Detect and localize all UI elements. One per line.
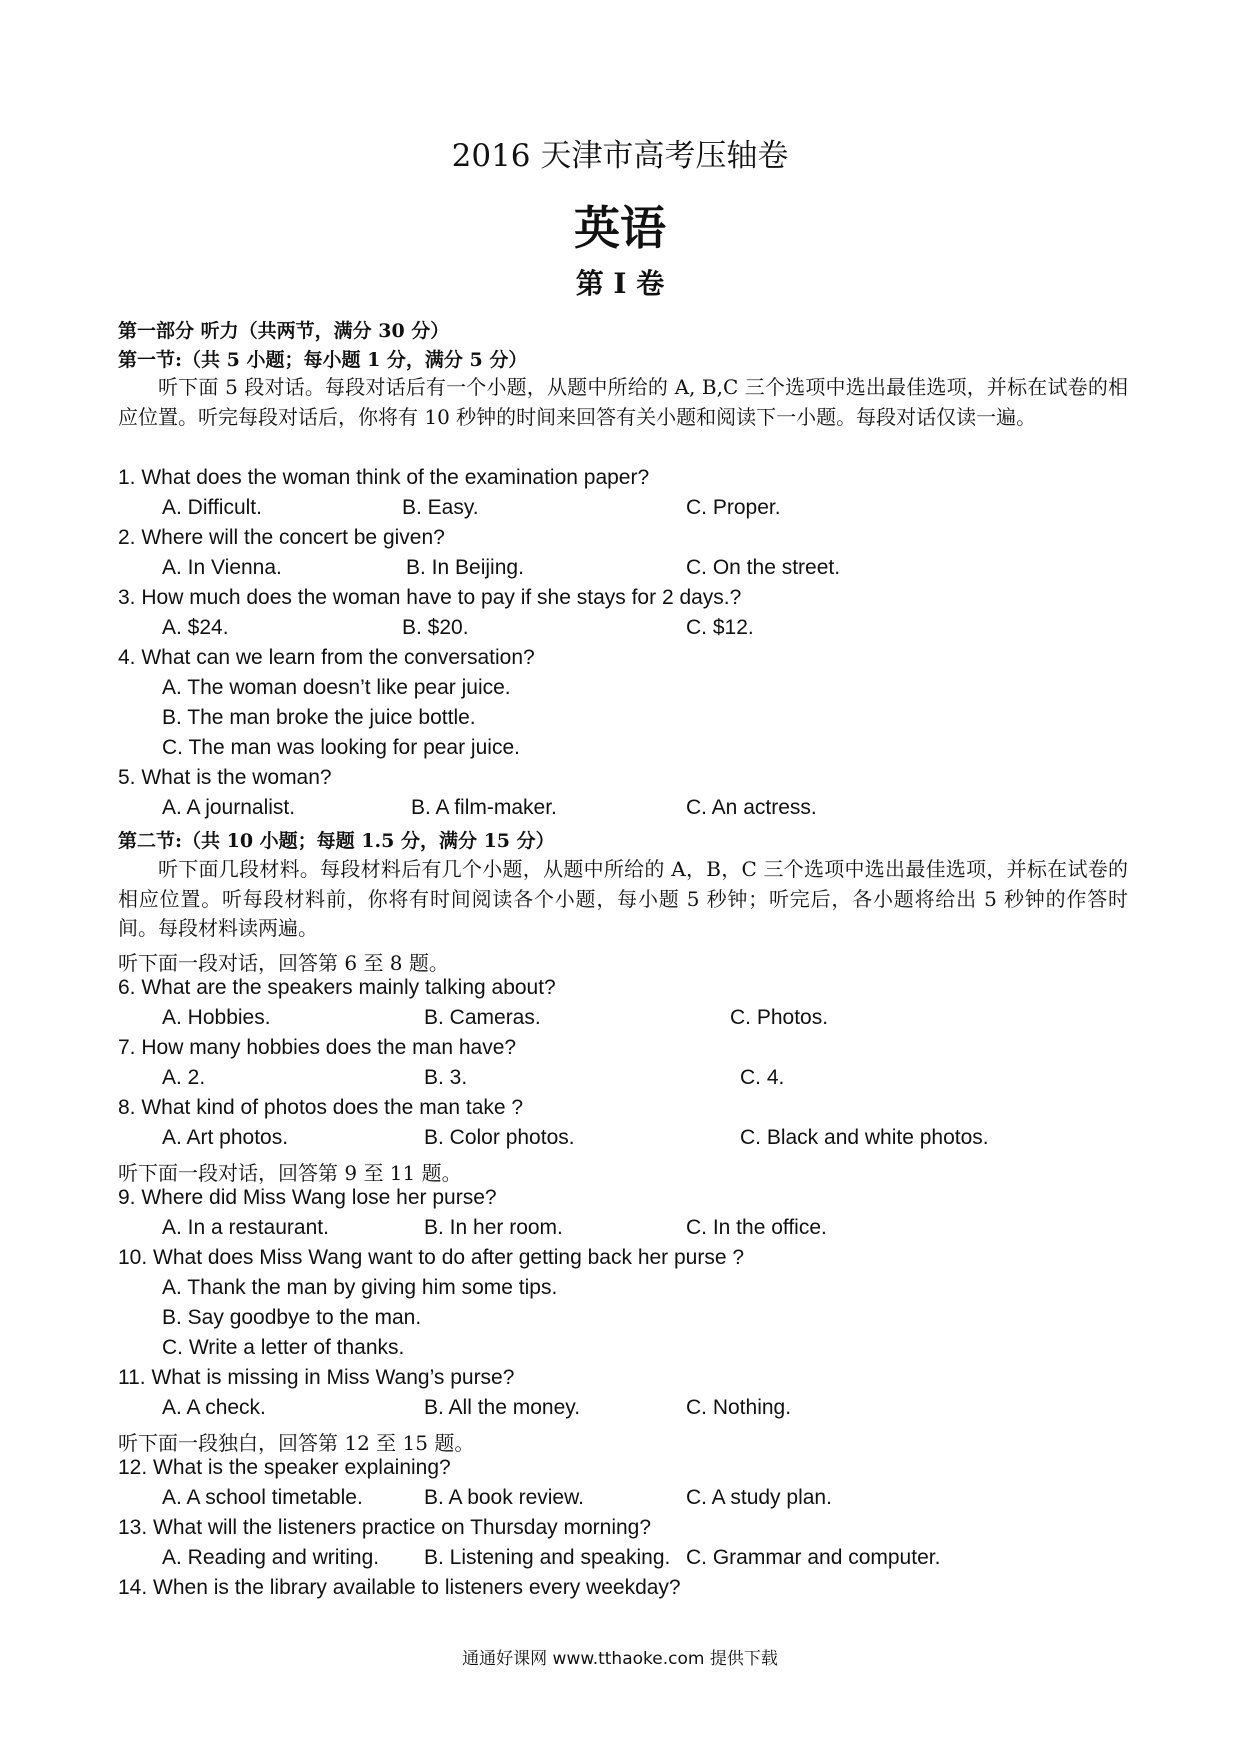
option-12c: C. A study plan. <box>686 1486 832 1509</box>
option-3b: B. $20. <box>402 616 469 639</box>
option-10b: B. Say goodbye to the man. <box>162 1306 422 1329</box>
option-3c: C. $12. <box>686 616 754 639</box>
question-3: 3. How much does the woman have to pay if she stays for 2 days.? <box>118 586 742 609</box>
section1-heading: 第一节:（共 5 小题；每小题 1 分，满分 5 分） <box>118 349 528 371</box>
option-7b: B. 3. <box>424 1066 468 1089</box>
option-7a: A. 2. <box>162 1066 206 1089</box>
note-6-8: 听下面一段对话，回答第 6 至 8 题。 <box>118 951 449 975</box>
option-2c: C. On the street. <box>686 556 841 579</box>
option-2a: A. In Vienna. <box>162 556 282 579</box>
option-4c: C. The man was looking for pear juice. <box>162 736 520 759</box>
page-footer: 通通好课网 www.tthaoke.com 提供下载 <box>462 1649 778 1669</box>
option-11b: B. All the money. <box>424 1396 581 1419</box>
note-12-15: 听下面一段独白，回答第 12 至 15 题。 <box>118 1431 475 1455</box>
option-9c: C. In the office. <box>686 1216 827 1239</box>
question-14: 14. When is the library available to listeners every weekday? <box>118 1576 681 1599</box>
option-12a: A. A school timetable. <box>162 1486 363 1509</box>
option-8a: A. Art photos. <box>162 1126 289 1149</box>
section1-instructions: 听下面 5 段对话。每段对话后有一个小题，从题中所给的 A, B,C 三个选项中选出最佳选项，并标在试卷的相应位置。听完每段对话后，你将有 10 秒钟的时间来回答有关小题和阅读下一小题。每段对话仅读一遍。 <box>118 375 1128 429</box>
option-5b: B. A film-maker. <box>411 796 557 819</box>
option-1b: B. Easy. <box>402 496 479 519</box>
question-8: 8. What kind of photos does the man take ? <box>118 1096 524 1119</box>
question-12: 12. What is the speaker explaining? <box>118 1456 451 1479</box>
option-10c: C. Write a letter of thanks. <box>162 1336 405 1359</box>
section2-instructions: 听下面几段材料。每段材料后有几个小题，从题中所给的 A，B，C 三个选项中选出最佳选项，并标在试卷的相应位置。听每段材料前，你将有时间阅读各个小题，每小题 5 秒钟；听完后，各小题将给出 5 秒钟的作答时间。每段材料读两遍。 <box>118 857 1128 940</box>
volume-title: 第 I 卷 <box>575 267 665 300</box>
option-6b: B. Cameras. <box>424 1006 541 1029</box>
subject-title: 英语 <box>574 201 666 255</box>
option-13c: C. Grammar and computer. <box>686 1546 941 1569</box>
option-5a: A. A journalist. <box>162 796 296 819</box>
option-1c: C. Proper. <box>686 496 781 519</box>
option-12b: B. A book review. <box>424 1486 584 1509</box>
option-3a: A. $24. <box>162 616 229 639</box>
option-8b: B. Color photos. <box>424 1126 575 1149</box>
part1-heading: 第一部分 听力（共两节，满分 30 分） <box>118 320 450 342</box>
option-8c: C. Black and white photos. <box>740 1126 989 1149</box>
option-6c: C. Photos. <box>730 1006 829 1029</box>
section2-heading: 第二节:（共 10 小题；每题 1.5 分，满分 15 分） <box>118 830 555 852</box>
option-13a: A. Reading and writing. <box>162 1546 380 1569</box>
option-1a: A. Difficult. <box>162 496 262 519</box>
question-10: 10. What does Miss Wang want to do after getting back her purse ? <box>118 1246 745 1269</box>
option-6a: A. Hobbies. <box>162 1006 271 1029</box>
option-5c: C. An actress. <box>686 796 817 819</box>
question-11: 11. What is missing in Miss Wang’s purse? <box>118 1366 515 1389</box>
option-9b: B. In her room. <box>424 1216 563 1239</box>
exam-title: 2016 天津市高考压轴卷 <box>451 138 789 174</box>
option-11c: C. Nothing. <box>686 1396 792 1419</box>
question-2: 2. Where will the concert be given? <box>118 526 445 549</box>
option-9a: A. In a restaurant. <box>162 1216 329 1239</box>
option-11a: A. A check. <box>162 1396 266 1419</box>
option-2b: B. In Beijing. <box>406 556 524 579</box>
note-9-11: 听下面一段对话，回答第 9 至 11 题。 <box>118 1161 462 1185</box>
option-13b: B. Listening and speaking. <box>424 1546 671 1569</box>
question-1: 1. What does the woman think of the examination paper? <box>118 466 650 489</box>
question-13: 13. What will the listeners practice on Thursday morning? <box>118 1516 652 1539</box>
question-4: 4. What can we learn from the conversation? <box>118 646 535 669</box>
question-6: 6. What are the speakers mainly talking about? <box>118 976 556 999</box>
option-4a: A. The woman doesn’t like pear juice. <box>162 676 511 699</box>
option-10a: A. Thank the man by giving him some tips. <box>162 1276 558 1299</box>
question-7: 7. How many hobbies does the man have? <box>118 1036 517 1059</box>
question-5: 5. What is the woman? <box>118 766 332 789</box>
option-7c: C. 4. <box>740 1066 785 1089</box>
question-9: 9. Where did Miss Wang lose her purse? <box>118 1186 497 1209</box>
option-4b: B. The man broke the juice bottle. <box>162 706 476 729</box>
